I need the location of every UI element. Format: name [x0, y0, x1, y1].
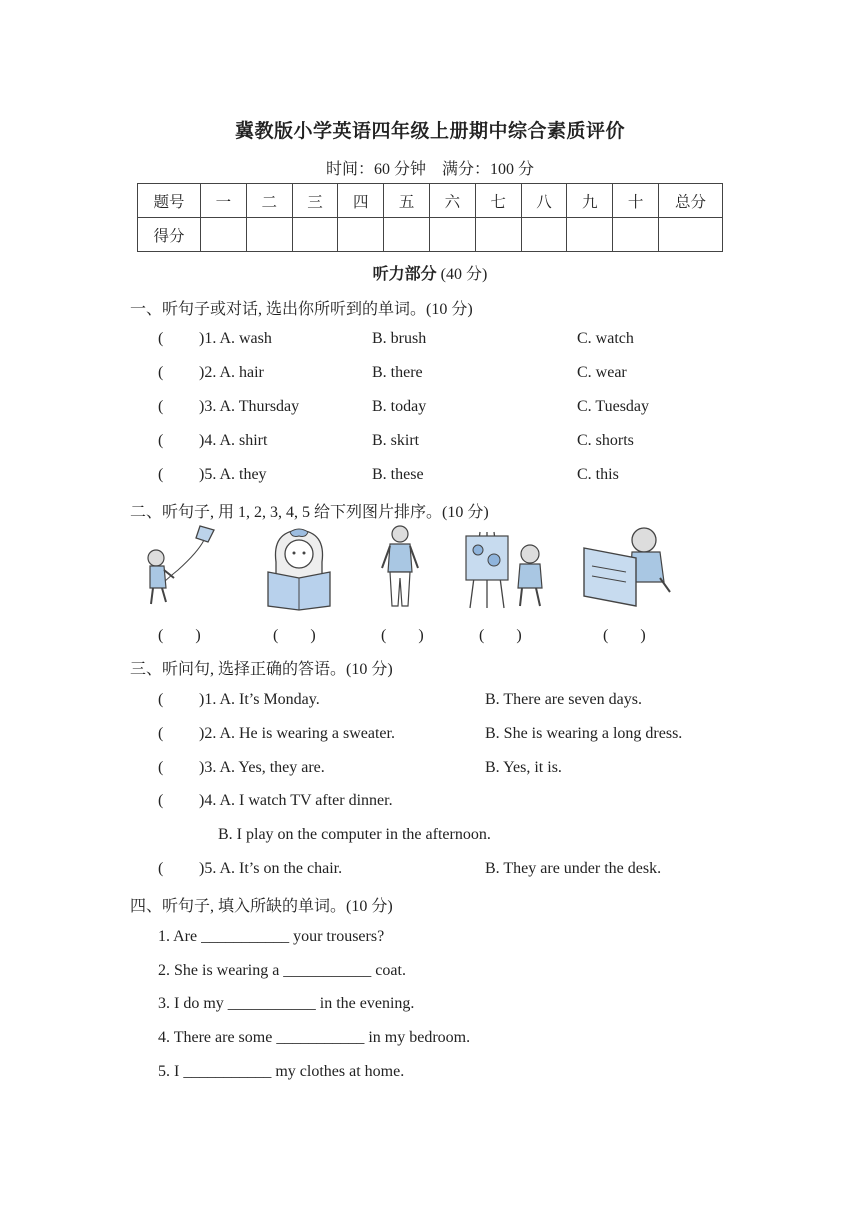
score-header-cell: 一: [201, 184, 247, 218]
fill-blank-sentence[interactable]: 4. There are some ___________ in my bedroom.: [158, 1029, 471, 1046]
score-cell[interactable]: [246, 218, 292, 252]
score-cell[interactable]: [384, 218, 430, 252]
answer-paren[interactable]: (: [158, 330, 164, 347]
answer-paren[interactable]: (: [158, 759, 164, 776]
score-table: [137, 183, 723, 252]
option-b: B. I play on the computer in the afternoon.: [218, 826, 491, 843]
fill-blank-sentence[interactable]: 1. Are ___________ your trousers?: [158, 928, 385, 945]
option-a: )4. A. I watch TV after dinner.: [199, 792, 393, 809]
score-header-cell: 总分: [659, 184, 723, 218]
score-header-cell: 六: [429, 184, 475, 218]
part-label: 听力部分: [372, 266, 437, 283]
section-2-heading: 二、听句子, 用 1, 2, 3, 4, 5 给下列图片排序。(10 分): [130, 504, 489, 521]
option-c: C. watch: [577, 330, 634, 347]
picture-answer-1[interactable]: ( ): [158, 627, 201, 644]
picture-answer-2[interactable]: ( ): [273, 627, 316, 644]
option-a: )4. A. shirt: [199, 432, 268, 449]
answer-paren[interactable]: (: [158, 466, 164, 483]
score-header-cell: 二: [246, 184, 292, 218]
option-c: C. Tuesday: [577, 398, 650, 415]
score-header-cell: 十: [613, 184, 659, 218]
option-b: B. brush: [372, 330, 427, 347]
section-3-heading: 三、听问句, 选择正确的答语。(10 分): [130, 661, 393, 678]
score-header-cell: 三: [292, 184, 338, 218]
score-cell[interactable]: [613, 218, 659, 252]
option-b: B. She is wearing a long dress.: [485, 725, 683, 742]
score-table-score-row: [138, 218, 723, 252]
part-points: (40 分): [440, 266, 488, 283]
option-a: )2. A. He is wearing a sweater.: [199, 725, 395, 742]
score-row-label: 得分: [138, 218, 201, 252]
option-c: C. wear: [577, 364, 627, 381]
part-heading: [0, 261, 860, 284]
score-cell[interactable]: [521, 218, 567, 252]
answer-paren[interactable]: (: [158, 364, 164, 381]
section-1-heading: 一、听句子或对话, 选出你所听到的单词。(10 分): [130, 301, 473, 318]
option-a: )5. A. they: [199, 466, 267, 483]
score-cell[interactable]: [429, 218, 475, 252]
score-header-cell: 九: [567, 184, 613, 218]
girl-flying-kite-icon: [138, 522, 228, 612]
fill-blank-sentence[interactable]: 5. I ___________ my clothes at home.: [158, 1063, 405, 1080]
score-cell[interactable]: [659, 218, 723, 252]
picture-answer-4[interactable]: ( ): [479, 627, 522, 644]
child-at-board-icon: [580, 522, 676, 612]
girl-reading-book-icon: [262, 522, 336, 612]
answer-paren[interactable]: (: [158, 398, 164, 415]
option-a: )1. A. wash: [199, 330, 272, 347]
option-c: C. shorts: [577, 432, 634, 449]
score-cell[interactable]: [338, 218, 384, 252]
option-a: )3. A. Yes, they are.: [199, 759, 325, 776]
picture-answer-3[interactable]: ( ): [381, 627, 424, 644]
option-b: B. They are under the desk.: [485, 860, 662, 877]
picture-answer-5[interactable]: ( ): [603, 627, 646, 644]
exam-info: 时间：60 分钟 满分：100 分: [325, 161, 534, 178]
answer-paren[interactable]: (: [158, 792, 164, 809]
answer-paren[interactable]: (: [158, 725, 164, 742]
fill-blank-sentence[interactable]: 3. I do my ___________ in the evening.: [158, 995, 415, 1012]
answer-paren[interactable]: (: [158, 432, 164, 449]
boy-standing-icon: [376, 522, 424, 612]
option-a: )1. A. It’s Monday.: [199, 691, 320, 708]
page-title: 冀教版小学英语四年级上册期中综合素质评价: [234, 121, 625, 142]
picture-row: [130, 522, 690, 614]
score-header-cell: 四: [338, 184, 384, 218]
option-b: B. skirt: [372, 432, 420, 449]
answer-paren[interactable]: (: [158, 860, 164, 877]
painting-easel-icon: [460, 522, 550, 612]
option-a: )3. A. Thursday: [199, 398, 300, 415]
score-cell[interactable]: [567, 218, 613, 252]
score-header-cell: 五: [384, 184, 430, 218]
option-a: )5. A. It’s on the chair.: [199, 860, 343, 877]
option-b: B. these: [372, 466, 424, 483]
answer-paren[interactable]: (: [158, 691, 164, 708]
option-b: B. There are seven days.: [485, 691, 642, 708]
score-cell[interactable]: [201, 218, 247, 252]
option-c: C. this: [577, 466, 619, 483]
section-4-heading: 四、听句子, 填入所缺的单词。(10 分): [130, 898, 393, 915]
score-cell[interactable]: [292, 218, 338, 252]
score-header-cell: 八: [521, 184, 567, 218]
score-header-cell: 题号: [138, 184, 201, 218]
fill-blank-sentence[interactable]: 2. She is wearing a ___________ coat.: [158, 962, 406, 979]
option-b: B. Yes, it is.: [485, 759, 562, 776]
score-cell[interactable]: [475, 218, 521, 252]
score-table-header-row: [138, 184, 723, 218]
option-b: B. there: [372, 364, 423, 381]
option-a: )2. A. hair: [199, 364, 264, 381]
option-b: B. today: [372, 398, 427, 415]
score-header-cell: 七: [475, 184, 521, 218]
